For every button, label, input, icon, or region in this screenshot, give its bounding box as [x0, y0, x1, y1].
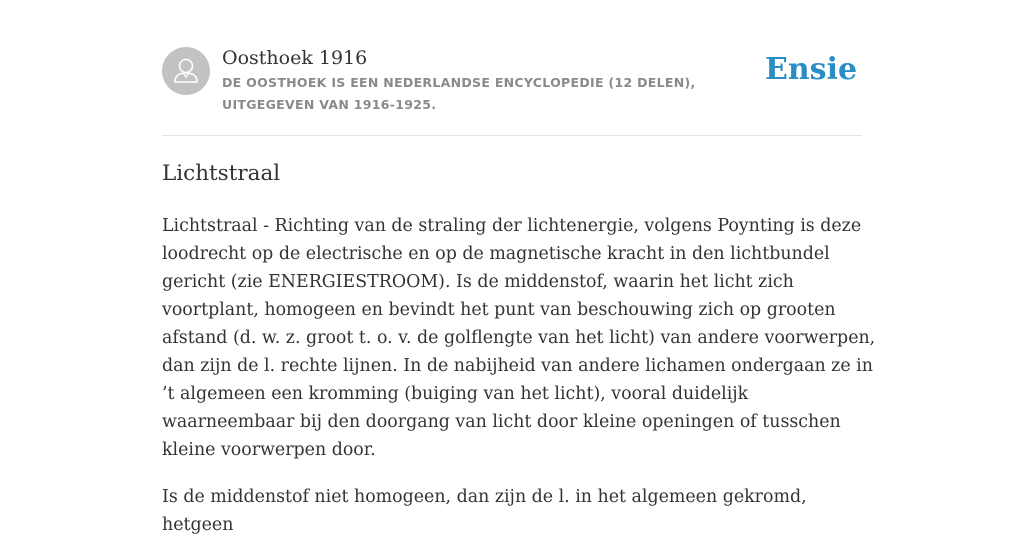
ensie-logo[interactable]: Ensie: [765, 52, 858, 87]
divider: [162, 135, 862, 136]
source-title[interactable]: Oosthoek 1916: [222, 47, 368, 69]
article-paragraph: Is de middenstof niet homogeen, dan zijn de l. in het algemeen gekromd, hetgeen: [162, 487, 807, 535]
article-title: Lichtstraal: [162, 161, 281, 186]
user-icon: [162, 47, 210, 95]
source-header: [162, 46, 862, 116]
source-description: DE OOSTHOEK IS EEN NEDERLANDSE ENCYCLOPEDIE (12 DELEN), UITGEGEVEN VAN 1916-1925.: [222, 75, 696, 112]
article-paragraph: Lichtstraal - Richting van de straling der lichtenergie, volgens Poynting is deze loodrecht op de electrische en op de magnetische kracht in den lichtbundel gericht (zie ENERGIESTROOM). Is de middenstof, waarin het licht zich voortplant, homogeen en bevindt het punt van beschouwing zich op grooten afstand (d. w. z. groot t. o. v. de golflengte van het licht) van andere voorwerpen, dan zijn de l. rechte lijnen. In de nabijheid van andere lichamen ondergaan ze in ’t algemeen een kromming (buiging van het licht), vooral duidelijk waarneembaar bij den doorgang van licht door kleine openingen of tusschen kleine voorwerpen door.: [162, 216, 876, 460]
avatar[interactable]: [162, 47, 210, 95]
article-body: [162, 212, 882, 558]
